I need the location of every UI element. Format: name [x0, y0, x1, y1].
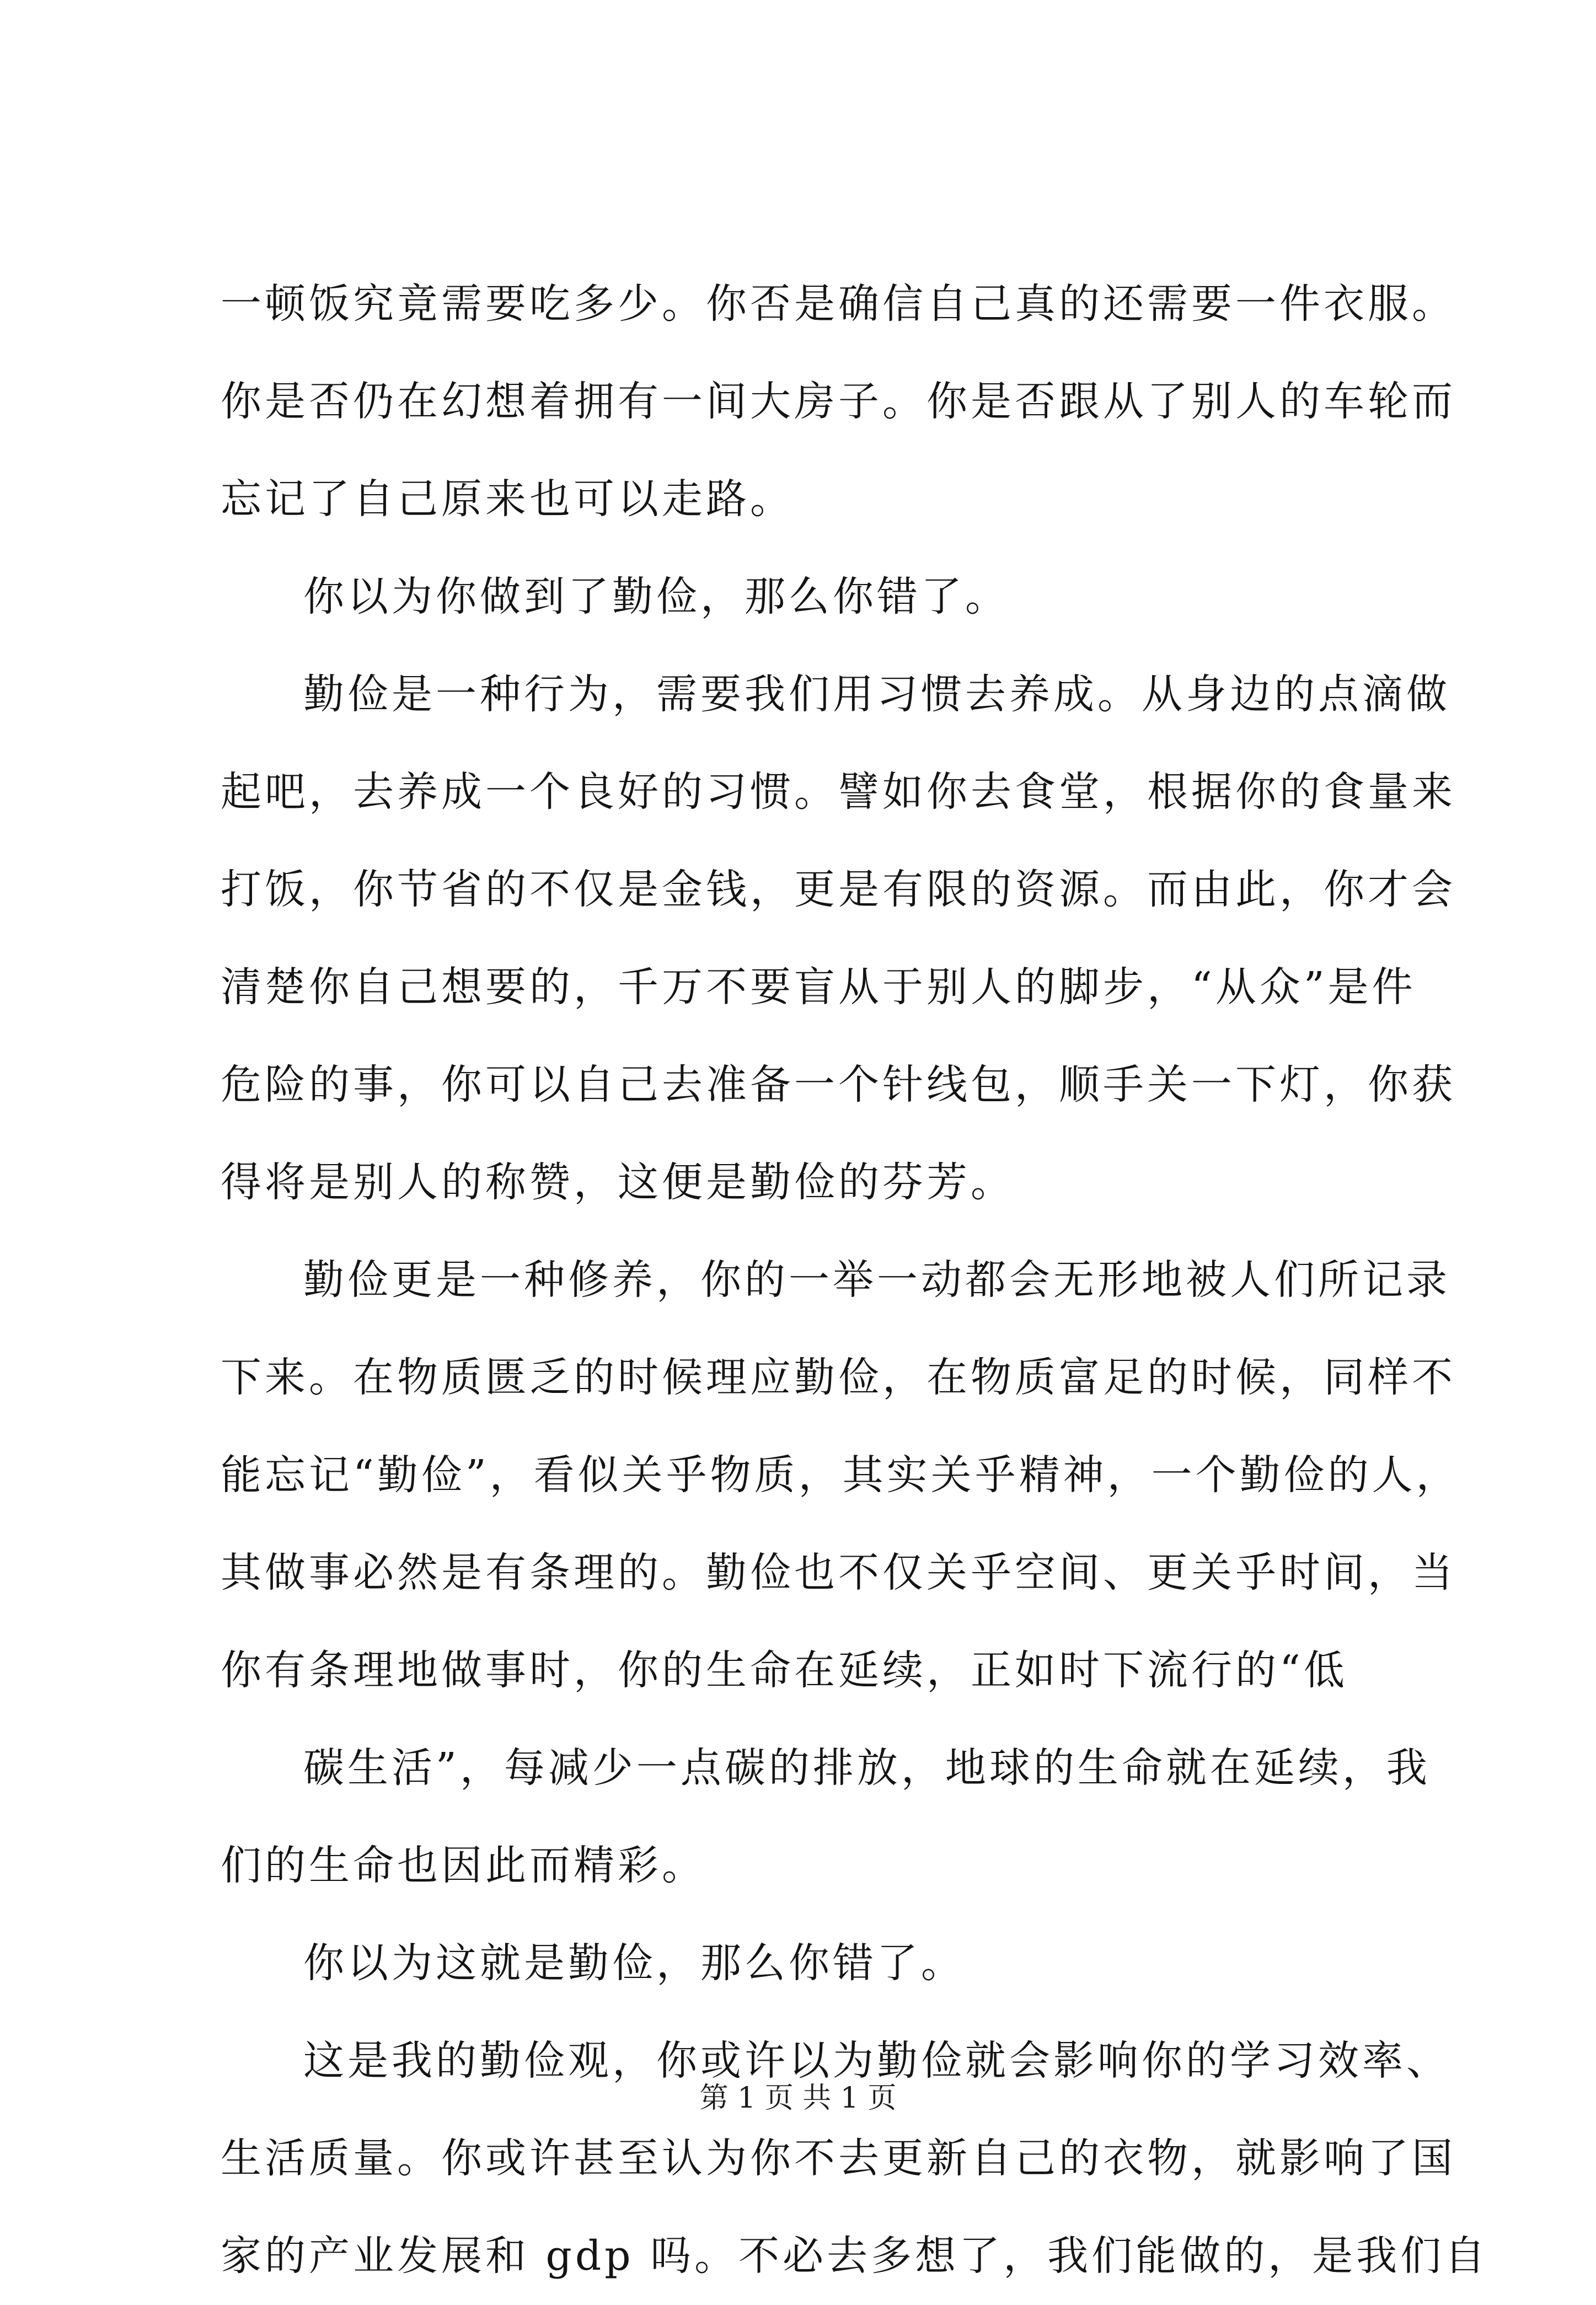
- text-line: 家的产业发展和 gdp 吗。不必去多想了，我们能做的，是我们自: [221, 2232, 1489, 2280]
- text-line: 清楚你自己想要的，千万不要盲从于别人的脚步，“从众”是件: [221, 963, 1416, 1011]
- text-line: 忘记了自己原来也可以走路。: [221, 475, 794, 523]
- text-line: 危险的事，你可以自己去准备一个针线包，顺手关一下灯，你获: [221, 1061, 1456, 1108]
- text-line: 你有条理地做事时，你的生命在延续，正如时下流行的“低: [221, 1647, 1348, 1694]
- text-line: 得将是别人的称赞，这便是勤俭的芬芳。: [221, 1159, 1015, 1206]
- paragraph-first-line: 你以为这就是勤俭，那么你错了。: [303, 1939, 965, 1987]
- page-number-footer: 第 1 页 共 1 页: [699, 2082, 897, 2115]
- paragraph-first-line: 勤俭是一种行为，需要我们用习惯去养成。从身边的点滴做: [303, 671, 1450, 718]
- text-line: 们的生命也因此而精彩。: [221, 1842, 706, 1889]
- text-line: 一顿饭究竟需要吃多少。你否是确信自己真的还需要一件衣服。: [221, 280, 1456, 328]
- paragraph-first-line: 碳生活”，每减少一点碳的排放，地球的生命就在延续，我: [303, 1744, 1431, 1792]
- paragraph-first-line: 这是我的勤俭观，你或许以为勤俭就会影响你的学习效率、: [303, 2037, 1450, 2084]
- document-body: [221, 255, 1489, 2305]
- text-line: 生活质量。你或许甚至认为你不去更新自己的衣物，就影响了国: [221, 2135, 1456, 2182]
- text-line: 起吧，去养成一个良好的习惯。譬如你去食堂，根据你的食量来: [221, 768, 1456, 816]
- text-line: 能忘记“勤俭”，看似关乎物质，其实关乎精神，一个勤俭的人，: [221, 1451, 1460, 1499]
- text-line: 其做事必然是有条理的。勤俭也不仅关乎空间、更关乎时间，当: [221, 1549, 1456, 1596]
- text-line: 下来。在物质匮乏的时候理应勤俭，在物质富足的时候，同样不: [221, 1354, 1456, 1401]
- text-line: 你是否仍在幻想着拥有一间大房子。你是否跟从了别人的车轮而: [221, 378, 1456, 425]
- paragraph-first-line: 勤俭更是一种修养，你的一举一动都会无形地被人们所记录: [303, 1256, 1450, 1304]
- text-line: 打饭，你节省的不仅是金钱，更是有限的资源。而由此，你才会: [221, 866, 1456, 913]
- paragraph-first-line: 你以为你做到了勤俭，那么你错了。: [303, 573, 1009, 620]
